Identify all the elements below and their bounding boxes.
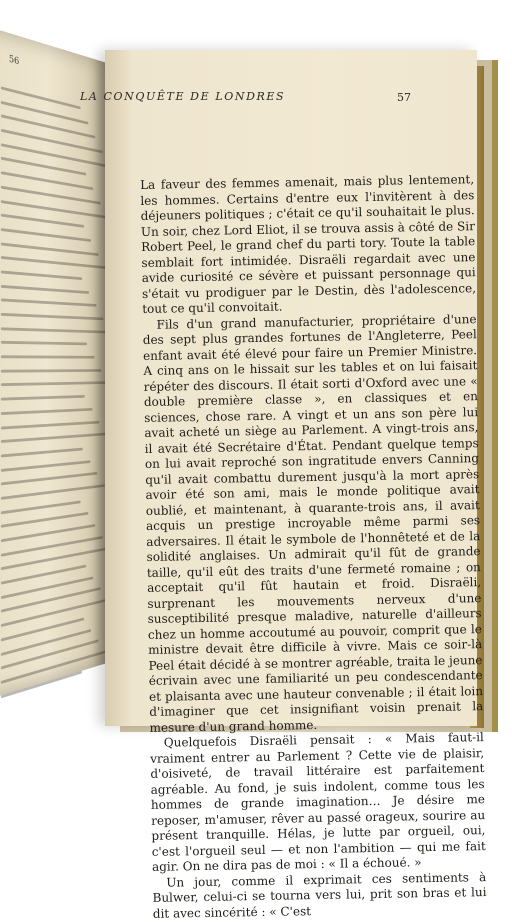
left-page-text-line (1, 129, 103, 153)
paragraph: Un jour, comme il exprimait ces sentiments à Bulwer, celui-ci se tourna vers lui, prit son bras et lui dit avec sincérité : « C'est (152, 869, 487, 921)
left-page-text-line (1, 599, 108, 627)
left-page-text-line (1, 640, 98, 670)
paragraph: La faveur des femmes amenait, mais plus lentement, les hommes. Certains d'entre eux l'invitèrent à des déjeuners politiques ; c'était ce qu'il souhaitait le plus. Un soir, chez Lord Eliot, il se trouva assis à côté de Sir Robert Peel, le grand chef du parti tory. Toute la table semblait fort intimidée. Disraëli regardait avec une avide curiosité ce sévère et puissant personnage qui s'était vu prodiguer par le Destin, dès l'adolescence, tout ce qu'il convoitait. (140, 172, 477, 316)
left-page (0, 18, 109, 708)
running-head: LA CONQUÊTE DE LONDRES (80, 90, 286, 103)
left-page-number: 56 (8, 54, 20, 68)
left-page-text-line (1, 299, 96, 307)
left-page-text-line (1, 395, 85, 401)
paragraph: Fils d'un grand manufacturier, propriétaire d'une des sept plus grandes fortunes de l'Angleterre, Peel enfant avait été élevé pour faire un Premier Ministre. A cinq ans on le hissait sur les tables et on lui faisait répéter des discours. Il était sorti d'Oxford avec une « double première classe », en classiques et en sciences, chose rare. A vingt et un ans son père lui avait acheté un siège au Parlement. A vingt-trois ans, il avait été Secrétaire d'État. Pendant quelque temps on lui avait reproché son ingratitude envers Canning qu'il avait combattu durement jusqu'à la mort après avoir été son ami, mais le monde politique avait oublié, et maintenant, à quarante-trois ans, il avait acquis un prestige incroyable même parmi ses adversaires. Il était le symbole de l'honnêteté et de la solidité anglaises. Un admirait qu'il fût de grande taille, qu'il eût des traits d'une fermeté romaine ; on acceptait qu'il fût hautain et froid. Disraëli, surprenant les mouvements nerveux d'une susceptibilité presque maladive, naturelle d'ailleurs chez un homme accoutumé au pouvoir, comprit que le ministre devait être difficile à vivre. Mais ce soir-là Peel était décidé à se montrer agréable, traita le jeune écrivain avec une familiarité un peu condescendante et plaisanta avec une hauteur convenable ; il était loin d'imaginer que cet insignifiant voisin prenait la mesure d'un grand homme. (142, 311, 484, 735)
left-page-text-line (1, 512, 88, 528)
left-page-text-line (1, 228, 91, 242)
left-page-text-line (1, 101, 88, 125)
left-page-text-line (1, 500, 81, 514)
left-page-text-line (1, 115, 95, 139)
left-page-text-line (1, 270, 82, 280)
left-page-text-lines (1, 86, 112, 709)
left-page-text-line (1, 460, 90, 472)
left-page-text-line (1, 448, 83, 458)
left-page-text-line (1, 472, 97, 486)
left-page-text-line (1, 143, 110, 168)
page-body-text (140, 172, 487, 922)
left-page-text-line (1, 256, 106, 269)
left-page-text-line (1, 355, 94, 358)
left-page-text-line (1, 484, 105, 500)
left-page-text-line (1, 420, 99, 429)
left-page-text-line (1, 327, 111, 333)
left-page-text-line (1, 242, 98, 255)
left-page-text-line (1, 382, 109, 387)
left-page-text-line (1, 588, 100, 613)
paragraph: Quelquefois Disraëli pensait : « Mais faut-il vraiment entrer au Parlement ? Cette vie de plaisir, d'oisiveté, de travail littéraire est parfaitement agréable. Au fond, je suis indolent, comme tous les hommes de grande imagination… Je désire me reposer, m'amuser, rêver au passé orageux, sourire au présent tranquille. Hélas, je lutte par orgueil, oui, c'est l'orgueil seul — et non l'ambition — qui me fait agir. On ne dira pas de moi : « Il a échoué. » (150, 730, 486, 874)
page-number: 57 (397, 91, 411, 104)
left-page-text-line (1, 369, 101, 372)
left-page-text-line (1, 408, 92, 415)
left-page-text-line (1, 341, 87, 345)
left-page-text-line (1, 629, 91, 656)
left-page-text-line (1, 313, 104, 320)
left-page-text-line (1, 433, 107, 443)
left-page-text-line (1, 214, 84, 228)
left-page-text-line (1, 285, 89, 294)
left-page-text-line (1, 670, 82, 698)
